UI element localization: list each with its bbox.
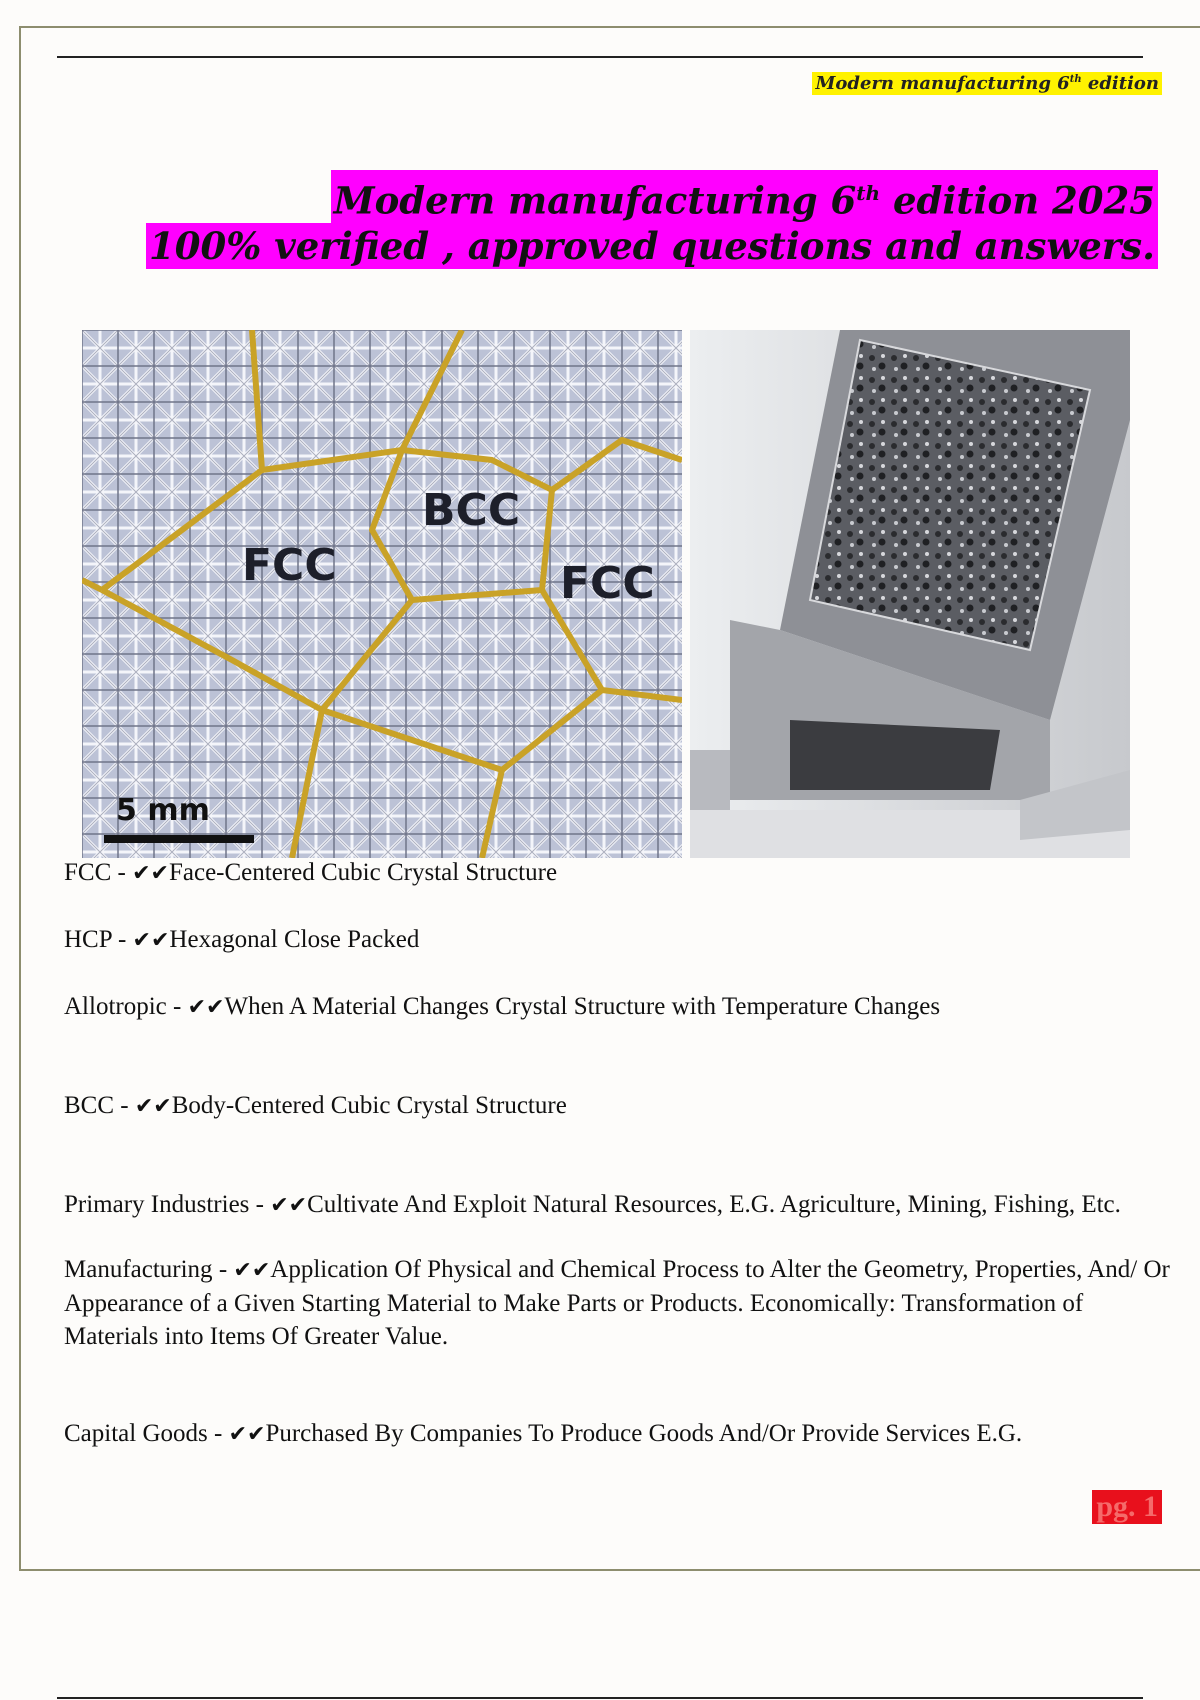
check-mark-icon: ✔✔ (134, 1094, 172, 1119)
page-number: pg. 1 (1092, 1490, 1162, 1524)
running-header: Modern manufacturing 6th edition (812, 72, 1162, 95)
check-mark-icon: ✔✔ (187, 995, 225, 1020)
qa-item-primary-industries: Primary Industries - ✔✔Cultivate And Exploit Natural Resources, E.G. Agriculture, Mining, Fishing, Etc. (64, 1191, 1121, 1218)
lattice-label-fcc-right: FCC (560, 558, 655, 609)
lattice-label-bcc: BCC (422, 485, 521, 536)
qa-item-bcc: BCC - ✔✔Body-Centered Cubic Crystal Structure (64, 1092, 567, 1119)
check-mark-icon: ✔✔ (132, 928, 170, 953)
scale-bar-label: 5 mm (116, 793, 210, 828)
qa-item-allotropic: Allotropic - ✔✔When A Material Changes Crystal Structure with Temperature Changes (64, 993, 941, 1020)
check-mark-icon: ✔✔ (228, 1422, 266, 1447)
title-line-2: 100% verified , approved questions and answers. (146, 223, 1158, 269)
qa-item-capital-goods: Capital Goods - ✔✔Purchased By Companies To Produce Goods And/Or Provide Services E.G. (64, 1420, 1023, 1447)
check-mark-icon: ✔✔ (270, 1193, 308, 1218)
header-rule (57, 56, 1143, 58)
qa-list (64, 856, 1174, 1451)
qa-item-hcp: HCP - ✔✔Hexagonal Close Packed (64, 926, 420, 953)
lattice-structure-image (82, 330, 682, 858)
title-line-1: Modern manufacturing 6th edition 2025 (331, 170, 1158, 223)
footer-rule (57, 1697, 1143, 1699)
printed-part-image (690, 330, 1130, 858)
lattice-label-fcc-left: FCC (242, 540, 337, 591)
document-title (146, 170, 1158, 269)
qa-item-manufacturing: Manufacturing - ✔✔Application Of Physical and Chemical Process to Alter the Geometry, Properties, And/ Or Appearance of a Given Starting Material to Make Parts or Products. Economically: Transformation of Materials into Items Of Greater Value. (64, 1256, 1170, 1350)
scale-bar (104, 835, 254, 843)
check-mark-icon: ✔✔ (132, 861, 169, 886)
check-mark-icon: ✔✔ (233, 1258, 271, 1283)
qa-item-fcc: FCC - ✔✔Face-Centered Cubic Crystal Structure (64, 859, 558, 886)
